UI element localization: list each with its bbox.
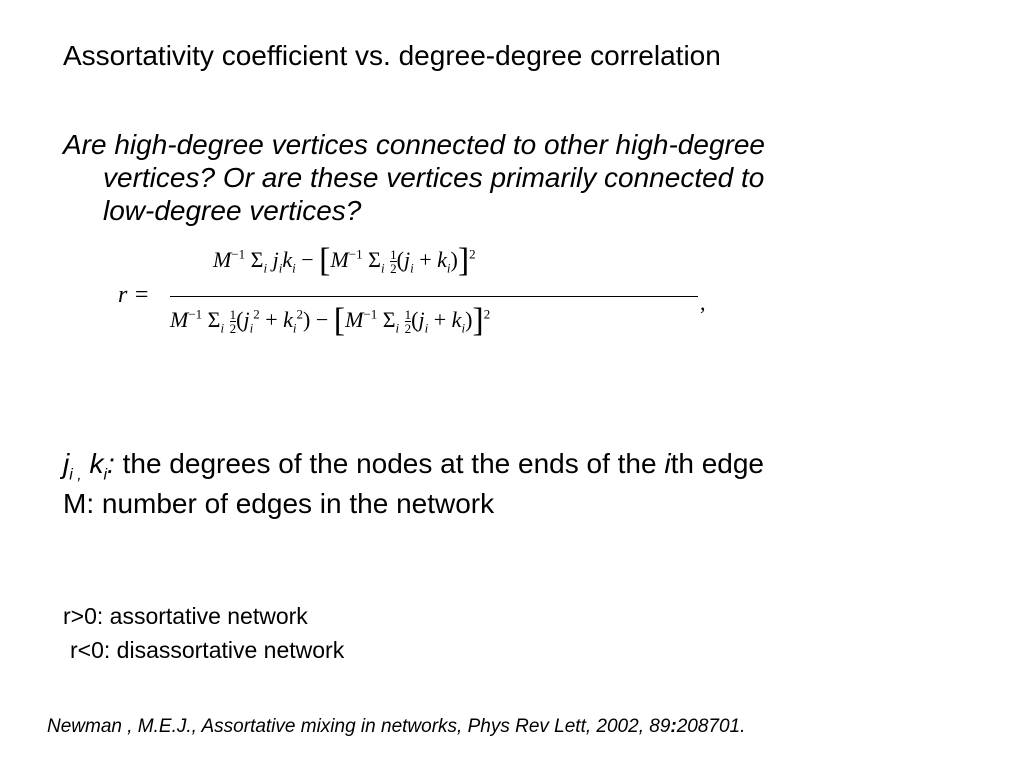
question-line-2: vertices? Or are these vertices primarily connected to xyxy=(103,162,765,193)
definition-colon: : xyxy=(107,448,115,479)
assortativity-formula xyxy=(118,238,718,358)
research-question xyxy=(63,128,943,227)
citation-text-before: Newman , M.E.J., Assortative mixing in networks, Phys Rev Lett, 2002, 89 xyxy=(47,716,671,737)
formula-lhs: r = xyxy=(118,282,150,308)
citation-text-after: 208701. xyxy=(676,716,746,737)
formula-numerator: $M^{-1}$ $\Sigma_i$ $j_ik_i - [M^{-1}$ $\Sigma_i$ $\frac{1}{2}$ $(j_i + k_i)]^2$ xyxy=(213,242,476,279)
symbol-j: j xyxy=(63,448,70,479)
symbol-k: k xyxy=(89,448,104,479)
subscript-i-2: i xyxy=(103,466,108,484)
subscript-i-1: i , xyxy=(69,466,82,484)
definition-text-before: the degrees of the nodes at the ends of the xyxy=(114,448,665,479)
assortative-note: r>0: assortative network xyxy=(63,603,308,629)
question-line-1: Are high-degree vertices connected to other high-degree xyxy=(63,129,765,160)
disassortative-note: r<0: disassortative network xyxy=(70,637,345,663)
question-line-3: low-degree vertices? xyxy=(103,195,362,226)
fraction-bar xyxy=(170,296,698,297)
definition-edges: M: number of edges in the network xyxy=(63,488,495,519)
formula-denominator: $M^{-1}$ $\Sigma_i$ $\frac{1}{2}$ $(j_i^2 + k_i^2) - [M^{-1}$ $\Sigma_i$ $\frac{1}{2}$ $(j_i + k_i)]^2$ xyxy=(170,302,491,339)
formula-comma: , xyxy=(700,290,706,315)
citation xyxy=(47,714,745,740)
symbol-i: i xyxy=(664,448,671,479)
citation-colon: : xyxy=(670,716,677,737)
definition-text-after: th edge xyxy=(670,448,764,479)
slide-title: Assortativity coefficient vs. degree-degree correlation xyxy=(63,40,721,71)
